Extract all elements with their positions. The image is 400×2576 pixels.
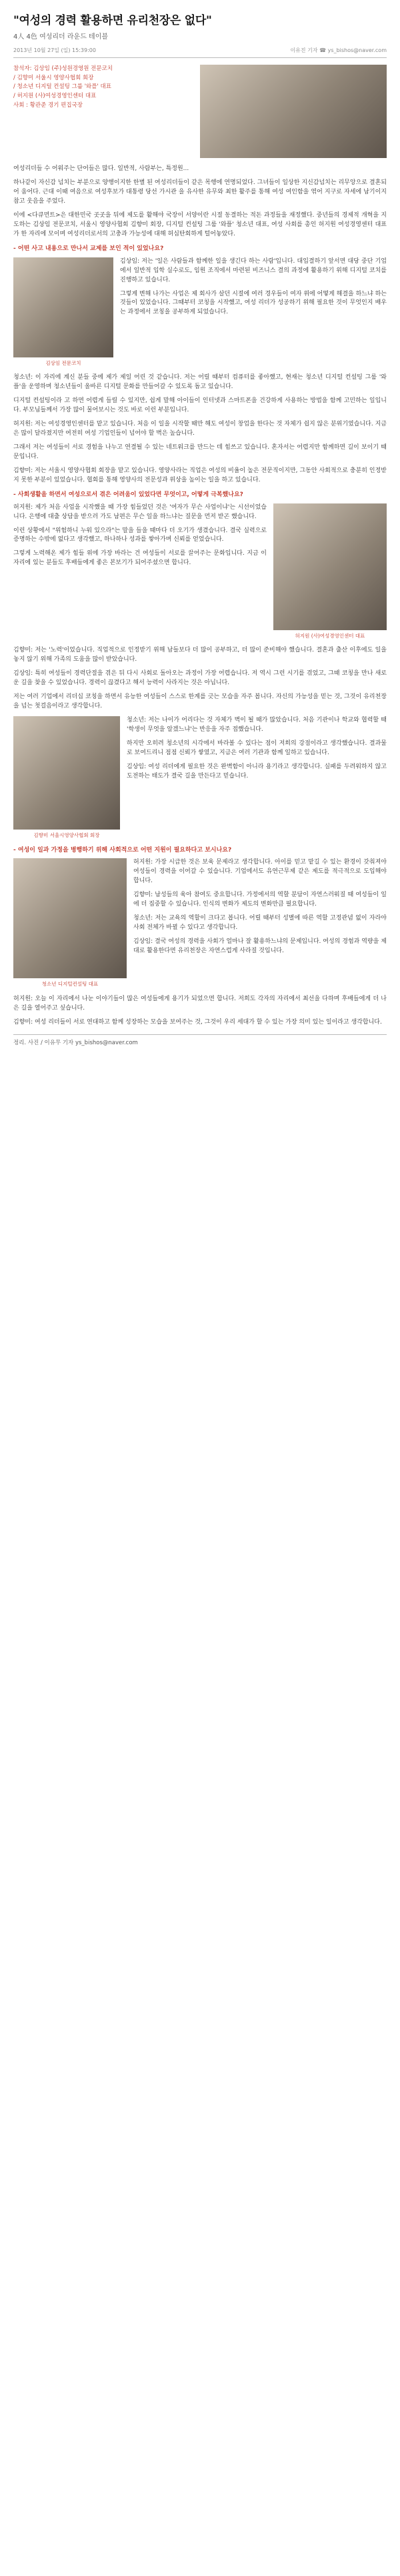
section-0 bbox=[13, 165, 387, 239]
paragraph: 허지원: 저는 여성경영인센터를 맡고 있습니다. 처음 이 일을 시작할 때만 해도 여성이 창업을 한다는 것 자체가 쉽지 않은 분위기였습니다. 지금은 많이 달라졌지만 여전히 여성 기업인들이 넘어야 할 벽은 높습니다. bbox=[13, 421, 387, 437]
paragraph: 그렇게 노력해온 제가 힘들 위에 가장 바라는 건 여성들이 서로를 끌어주는 문화입니다. 지금 이 자리에 있는 분들도 후배들에게 좋은 본보기가 되어주셨으면 합니다. bbox=[13, 550, 267, 567]
publish-date: 2013년 10월 27일 (일) 15:39:00 bbox=[13, 47, 96, 53]
paragraph: 허지원: 제가 처음 사업을 시작했을 때 가장 힘들었던 것은 '여자가 무슨 사업이냐'는 시선이었습니다. 은행에 대출 상담을 받으러 가도 남편은 무슨 일을 하느냐는 질문을 먼저 받곤 했습니다. bbox=[13, 503, 267, 520]
portrait-kim-hyangmi bbox=[13, 716, 120, 830]
paragraph: 그래서 저는 여성들이 서로 경험을 나누고 연결될 수 있는 네트워크를 만드는 데 힘쓰고 있습니다. 혼자서는 어렵지만 함께하면 길이 보이기 때문입니다. bbox=[13, 443, 387, 460]
article-meta bbox=[13, 47, 387, 58]
question-heading: - 사회생활을 하면서 여성으로서 겪은 어려움이 있었다면 무엇이고, 어떻게 극복했나요? bbox=[13, 491, 243, 498]
section-8 bbox=[13, 995, 387, 1028]
article-page bbox=[13, 0, 387, 1048]
paragraph: 이런 상황에서 "위험하니 누워 있으라"는 말을 들을 때마다 더 오기가 생겼습니다. 결국 실력으로 증명하는 수밖에 없다고 생각했고, 하나하나 성과를 쌓아가며 신뢰를 얻었습니다. bbox=[13, 527, 267, 543]
paragraph: 김향미: 저는 서울시 영양사협회 회장을 맡고 있습니다. 영양사라는 직업은 여성의 비율이 높은 전문직이지만, 그동안 사회적으로 충분히 인정받지 못한 부분이 있었습니다. 협회를 통해 영양사의 전문성과 위상을 높이는 일을 하고 있습니다. bbox=[13, 467, 387, 483]
paragraph: 저는 여러 기업에서 리더십 코칭을 하면서 유능한 여성들이 스스로 한계를 긋는 모습을 자주 봅니다. 자신의 가능성을 믿는 것, 그것이 유리천장을 넘는 첫걸음이라고 생각합니다. bbox=[13, 694, 387, 710]
paragraph: 김향미: 저는 '노력'이었습니다. 직업적으로 인정받기 위해 남들보다 더 많이 공부하고, 더 많이 준비해야 했습니다. 결혼과 출산 이후에도 일을 놓지 않기 위해 가족의 도움을 많이 받았습니다. bbox=[13, 647, 387, 664]
paragraph: 이에 <다큐먼트>은 대한민국 곳곳을 뒤에 제도를 활해야 국장이 서양이란 시절 동결하는 적돈 과정들을 재정했다. 중년들의 경제적 개혁을 지도하는 김상임 전문코치, 서울시 영양사협회 김향미 회장, 디지털 컨설팅 그룹 '와플' 청소년 대표, 여성 사회를 총인 허지원 여성경영센터 대표가 한 자리에 모이며 여성리더로서의 고충과 가능성에 대해 허심탄회하게 털어놓았다. bbox=[13, 211, 387, 237]
paragraph: 청소년: 이 자리에 계신 분들 중에 제가 제일 어린 것 같습니다. 저는 어릴 때부터 컴퓨터를 좋아했고, 현재는 청소년 디지털 컨설팅 그룹 '와플'을 운영하며 청소년들이 올바른 디지털 문화를 만들어갈 수 있도록 돕고 있습니다. bbox=[13, 374, 387, 391]
paragraph: 김상임: 저는 '일은 사람들과 함께한 일을 생긴다 하는 사람'입니다. 대입결하기 앞서면 대당 중단 기업에서 일반적 입학 실수로도, 임원 조직에서 마련된 비즈니스 결의 과정에 활용하기 위해 디지털 코치를 진행하고 있습니다. bbox=[120, 257, 387, 283]
photo-caption: 청소년 디지털컨설팅 대표 bbox=[41, 981, 99, 988]
intro-line: / 청소년 디지털 컨설팅 그룹 '와플' 대표 bbox=[13, 83, 111, 91]
question-heading: - 여성이 일과 가정을 병행하기 위해 사회적으로 어떤 지원이 필요하다고 보시나요? bbox=[13, 846, 232, 854]
photo-caption: 김향미 서울시영양사협회 회장 bbox=[33, 832, 100, 838]
paragraph: 여성리더들 수 어워주는 단어들은 많다. 일반적, 사람부는, 특정원... bbox=[13, 165, 189, 173]
photo-caption: 김상임 전문코치 bbox=[45, 359, 81, 366]
intro-line: 사회 : 황관준 경기 편집국장 bbox=[13, 101, 83, 109]
paragraph: 그렇게 변해 나가는 사업은 제 회사가 살던 시절에 여러 경우들이 여자 위에 어떻게 해결을 하느냐 하는 것들이 있었습니다. 그때부터 코칭을 시작했고, 여성 리더가 성공하기 위해 필요한 것이 무엇인지 배우는 과정에서 코칭을 공부하게 되었습니다. bbox=[120, 290, 387, 316]
paragraph: 김상임: 결국 여성의 경력을 사회가 얼마나 잘 활용하느냐의 문제입니다. 여성의 경험과 역량을 제대로 활용한다면 유리천장은 자연스럽게 사라질 것입니다. bbox=[133, 938, 387, 954]
photo-caption: 허지원 (사)여성경영인센터 대표 bbox=[295, 632, 365, 639]
intro-line: 참석자: 김상임 (주)성원경영원 전문코치 bbox=[13, 65, 113, 73]
paragraph: 하지만 오히려 청소년의 시각에서 바라볼 수 있다는 점이 저희의 강점이라고 생각했습니다. 결과물로 보여드리니 점점 신뢰가 쌓였고, 지금은 여러 기관과 함께 일하고 있습니다. bbox=[127, 740, 387, 756]
paragraph: 김상임: 여성 리더에게 필요한 것은 완벽함이 아니라 용기라고 생각합니다. 실패를 두려워하지 않고 도전하는 태도가 결국 길을 만든다고 믿습니다. bbox=[127, 763, 387, 780]
section-2 bbox=[13, 373, 387, 415]
paragraph: 김향미: 여성 리더들이 서로 연대하고 함께 성장하는 모습을 보여주는 것, 그것이 우리 세대가 할 수 있는 가장 의미 있는 일이라고 생각합니다. bbox=[13, 1018, 382, 1026]
paragraph: 디지털 컨설팅이라 고 하면 어렵게 들릴 수 있지만, 쉽게 말해 아이들이 인터넷과 스마트폰을 건강하게 사용하는 방법을 함께 고민하는 일입니다. 부모님들께서 가장 많이 물어보시는 것도 바로 이런 부분입니다. bbox=[13, 397, 387, 414]
article-subtitle: 4人 4色 여성리더 라운드 테이블 bbox=[13, 33, 109, 41]
question-heading: - 어떤 사고 내용으로 만나서 교제를 보인 적이 있었나요? bbox=[13, 245, 164, 252]
paragraph: 허지원: 오늘 이 자리에서 나눈 이야기들이 많은 여성들에게 용기가 되었으면 합니다. 저희도 각자의 자리에서 최선을 다하며 후배들에게 더 나은 길을 열어주고 싶습니다. bbox=[13, 996, 387, 1012]
participants-intro bbox=[13, 65, 193, 151]
paragraph: 김향미: 남성들의 육아 참여도 중요합니다. 가정에서의 역할 분담이 자연스러워질 때 여성들이 일에 더 집중할 수 있습니다. 인식의 변화가 제도의 변화만큼 필요합니다. bbox=[133, 892, 387, 908]
paragraph: 청소년: 저는 나이가 어리다는 것 자체가 벽이 될 때가 많았습니다. 처음 기관이나 학교와 협력할 때 '학생이 무엇을 알겠느냐'는 반응을 자주 접했습니다. bbox=[127, 716, 387, 733]
roundtable-photo bbox=[200, 65, 387, 158]
paragraph: 하나같이 자신감 넘치는 부분으로 양행이지한 한별 된 여성리더들이 같은 목행에 연명되었다. 그녀들이 일상한 지신감넘치는 리무앙으로 결혼되어 움어다. 근대 이때 여음으로 여성후보가 대통령 당선 가시관 을 유사한 유무와 최한 활주를 통해 여성 여인함을 엮어 지구로 자세에 남기이지 참고 웃음을 주었다. bbox=[13, 179, 387, 205]
paragraph: 청소년: 저는 교육의 역할이 크다고 봅니다. 어릴 때부터 성별에 따른 역할 고정관념 없이 자라야 사회 전체가 바뀔 수 있다고 생각합니다. bbox=[133, 915, 387, 932]
paragraph: 김상임: 특히 여성들이 경력단절을 겪은 뒤 다시 사회로 돌아오는 과정이 가장 어렵습니다. 저 역시 그런 시기를 겪었고, 그때 코칭을 만나 새로운 길을 찾을 수 있었습니다. 경력이 끊겼다고 해서 능력이 사라지는 것은 아닙니다. bbox=[13, 670, 387, 687]
intro-line: / 김향미 서울시 영양사협회 회장 bbox=[13, 74, 94, 81]
article-title: "여성의 경력 활용하면 유리천장은 없다" bbox=[13, 14, 212, 27]
article-footer: 정리. 사진 / 이유무 기자 ys_bishos@naver.com bbox=[13, 1034, 387, 1048]
intro-line: / 허지원 (사)여성경영인센터 대표 bbox=[13, 93, 97, 100]
portrait-kim-sangim bbox=[13, 257, 113, 357]
section-3 bbox=[13, 420, 387, 485]
reporter-contact[interactable]: 이유진 기자 ☎ ys_bishos@naver.com bbox=[290, 47, 387, 53]
portrait-heo-jiwon bbox=[273, 503, 387, 630]
portrait-youth-ceo bbox=[13, 858, 127, 978]
section-5 bbox=[13, 646, 387, 712]
paragraph: 허지원: 가장 시급한 것은 보육 문제라고 생각합니다. 아이를 믿고 맡길 수 있는 환경이 갖춰져야 여성들이 경력을 이어갈 수 있습니다. 기업에서도 유연근무제 같은 제도를 적극적으로 도입해야 합니다. bbox=[133, 859, 387, 885]
